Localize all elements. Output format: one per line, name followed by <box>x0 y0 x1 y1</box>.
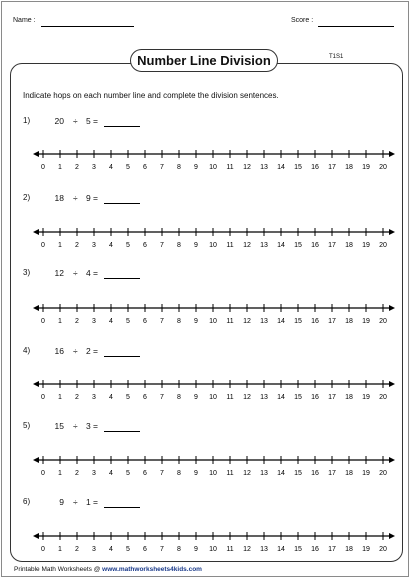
tick-label: 14 <box>277 470 285 477</box>
tick-label: 2 <box>75 242 79 249</box>
tick-label: 19 <box>362 164 370 171</box>
tick-label: 17 <box>328 470 336 477</box>
tick-label: 3 <box>92 318 96 325</box>
tick-label: 17 <box>328 394 336 401</box>
tick-label: 11 <box>226 470 234 477</box>
tick-label: 10 <box>209 470 217 477</box>
tick-label: 14 <box>277 318 285 325</box>
tick-label: 15 <box>294 470 302 477</box>
division-sign: ÷ <box>73 268 78 278</box>
tick-label: 16 <box>311 242 319 249</box>
number-line <box>0 530 412 554</box>
tick-label: 9 <box>194 318 198 325</box>
tick-label: 20 <box>379 394 387 401</box>
answer-blank[interactable] <box>104 507 140 508</box>
tick-label: 15 <box>294 394 302 401</box>
tick-label: 9 <box>194 546 198 553</box>
tick-label: 7 <box>160 470 164 477</box>
tick-label: 1 <box>58 394 62 401</box>
tick-label: 9 <box>194 394 198 401</box>
tick-label: 12 <box>243 318 251 325</box>
tick-label: 8 <box>177 394 181 401</box>
tick-label: 11 <box>226 242 234 249</box>
tick-label: 16 <box>311 546 319 553</box>
problem-number: 5) <box>23 421 31 430</box>
tick-label: 10 <box>209 546 217 553</box>
name-label: Name : <box>13 17 36 24</box>
division-sign: ÷ <box>73 497 78 507</box>
tick-label: 7 <box>160 318 164 325</box>
tick-label: 13 <box>260 164 268 171</box>
tick-label: 15 <box>294 164 302 171</box>
division-sign: ÷ <box>73 193 78 203</box>
tick-label: 13 <box>260 546 268 553</box>
tick-label: 3 <box>92 242 96 249</box>
tick-label: 12 <box>243 546 251 553</box>
problem-number: 4) <box>23 346 31 355</box>
tick-label: 8 <box>177 318 181 325</box>
tick-label: 18 <box>345 470 353 477</box>
left-arrow-icon <box>33 229 39 235</box>
left-arrow-icon <box>33 533 39 539</box>
tick-label: 19 <box>362 470 370 477</box>
equals-sign: = <box>93 193 98 203</box>
divisor: 1 <box>86 497 91 507</box>
tick-label: 19 <box>362 242 370 249</box>
answer-blank[interactable] <box>104 278 140 279</box>
left-arrow-icon <box>33 151 39 157</box>
tick-label: 12 <box>243 164 251 171</box>
left-arrow-icon <box>33 381 39 387</box>
number-line <box>0 148 412 172</box>
tick-label: 19 <box>362 394 370 401</box>
tick-label: 4 <box>109 546 113 553</box>
tick-label: 11 <box>226 164 234 171</box>
tick-label: 4 <box>109 242 113 249</box>
tick-label: 5 <box>126 546 130 553</box>
tick-label: 6 <box>143 546 147 553</box>
tick-label: 10 <box>209 318 217 325</box>
tick-label: 8 <box>177 546 181 553</box>
tick-label: 3 <box>92 546 96 553</box>
divisor: 9 <box>86 193 91 203</box>
tick-label: 20 <box>379 546 387 553</box>
number-line <box>0 454 412 478</box>
right-arrow-icon <box>389 305 395 311</box>
tick-label: 15 <box>294 242 302 249</box>
tick-label: 14 <box>277 242 285 249</box>
answer-blank[interactable] <box>104 126 140 127</box>
tick-label: 18 <box>345 318 353 325</box>
right-arrow-icon <box>389 457 395 463</box>
tick-label: 3 <box>92 394 96 401</box>
division-sign: ÷ <box>73 116 78 126</box>
tick-label: 18 <box>345 164 353 171</box>
tick-label: 1 <box>58 164 62 171</box>
dividend: 18 <box>54 193 64 203</box>
tick-label: 6 <box>143 242 147 249</box>
equals-sign: = <box>93 116 98 126</box>
number-line-svg <box>0 302 412 326</box>
number-line-svg <box>0 226 412 250</box>
tick-label: 8 <box>177 164 181 171</box>
tick-label: 18 <box>345 546 353 553</box>
right-arrow-icon <box>389 229 395 235</box>
divisor: 5 <box>86 116 91 126</box>
tick-label: 0 <box>41 318 45 325</box>
tick-label: 5 <box>126 470 130 477</box>
tick-label: 14 <box>277 164 285 171</box>
equals-sign: = <box>93 497 98 507</box>
tick-label: 8 <box>177 470 181 477</box>
divisor: 2 <box>86 346 91 356</box>
tick-label: 6 <box>143 470 147 477</box>
tick-label: 0 <box>41 164 45 171</box>
tick-label: 4 <box>109 318 113 325</box>
answer-blank[interactable] <box>104 431 140 432</box>
tick-label: 5 <box>126 394 130 401</box>
tick-label: 12 <box>243 470 251 477</box>
tick-label: 16 <box>311 470 319 477</box>
tick-label: 5 <box>126 318 130 325</box>
dividend: 12 <box>54 268 64 278</box>
tick-label: 1 <box>58 470 62 477</box>
tick-label: 8 <box>177 242 181 249</box>
tick-label: 14 <box>277 546 285 553</box>
tick-label: 11 <box>226 394 234 401</box>
tick-label: 11 <box>226 318 234 325</box>
tick-label: 2 <box>75 546 79 553</box>
tick-label: 2 <box>75 318 79 325</box>
left-arrow-icon <box>33 305 39 311</box>
tick-label: 7 <box>160 242 164 249</box>
footer <box>14 566 202 573</box>
tick-label: 1 <box>58 318 62 325</box>
score-field[interactable] <box>318 26 394 27</box>
tick-label: 19 <box>362 546 370 553</box>
score-label: Score : <box>291 17 314 24</box>
tick-label: 16 <box>311 164 319 171</box>
right-arrow-icon <box>389 381 395 387</box>
equals-sign: = <box>93 268 98 278</box>
instructions: Indicate hops on each number line and complete the division sentences. <box>23 91 279 100</box>
tick-label: 13 <box>260 470 268 477</box>
tick-label: 10 <box>209 242 217 249</box>
dividend: 20 <box>54 116 64 126</box>
tick-label: 9 <box>194 164 198 171</box>
tick-label: 9 <box>194 470 198 477</box>
division-sign: ÷ <box>73 346 78 356</box>
tick-label: 9 <box>194 242 198 249</box>
problem-number: 2) <box>23 193 31 202</box>
tick-label: 7 <box>160 164 164 171</box>
tick-label: 7 <box>160 546 164 553</box>
tick-label: 12 <box>243 242 251 249</box>
tick-label: 13 <box>260 394 268 401</box>
tick-label: 17 <box>328 164 336 171</box>
dividend: 15 <box>54 421 64 431</box>
name-field[interactable] <box>41 26 134 27</box>
dividend: 9 <box>59 497 64 507</box>
dividend: 16 <box>54 346 64 356</box>
tick-label: 4 <box>109 394 113 401</box>
tick-label: 20 <box>379 470 387 477</box>
divisor: 3 <box>86 421 91 431</box>
number-line-svg <box>0 148 412 172</box>
footer-prefix: Printable Math Worksheets @ <box>14 566 101 573</box>
tick-label: 20 <box>379 318 387 325</box>
tick-label: 0 <box>41 242 45 249</box>
tick-label: 0 <box>41 394 45 401</box>
problem-number: 6) <box>23 497 31 506</box>
tick-label: 5 <box>126 164 130 171</box>
tick-label: 3 <box>92 470 96 477</box>
tick-label: 3 <box>92 164 96 171</box>
right-arrow-icon <box>389 533 395 539</box>
tick-label: 0 <box>41 470 45 477</box>
right-arrow-icon <box>389 151 395 157</box>
number-line <box>0 378 412 402</box>
division-sign: ÷ <box>73 421 78 431</box>
tick-label: 10 <box>209 394 217 401</box>
divisor: 4 <box>86 268 91 278</box>
tick-label: 7 <box>160 394 164 401</box>
tick-label: 20 <box>379 164 387 171</box>
number-line-svg <box>0 454 412 478</box>
tick-label: 16 <box>311 394 319 401</box>
tick-label: 6 <box>143 164 147 171</box>
equals-sign: = <box>93 346 98 356</box>
tick-label: 14 <box>277 394 285 401</box>
tick-label: 18 <box>345 394 353 401</box>
tick-label: 2 <box>75 164 79 171</box>
tick-label: 10 <box>209 164 217 171</box>
tick-label: 11 <box>226 546 234 553</box>
tick-label: 17 <box>328 546 336 553</box>
tick-label: 12 <box>243 394 251 401</box>
tick-label: 6 <box>143 394 147 401</box>
number-line-svg <box>0 378 412 402</box>
tick-label: 1 <box>58 546 62 553</box>
number-line-svg <box>0 530 412 554</box>
left-arrow-icon <box>33 457 39 463</box>
worksheet-code: T1S1 <box>329 54 344 60</box>
tick-label: 4 <box>109 164 113 171</box>
tick-label: 20 <box>379 242 387 249</box>
tick-label: 16 <box>311 318 319 325</box>
tick-label: 4 <box>109 470 113 477</box>
problem-number: 1) <box>23 116 31 125</box>
tick-label: 6 <box>143 318 147 325</box>
tick-label: 0 <box>41 546 45 553</box>
tick-label: 13 <box>260 242 268 249</box>
tick-label: 15 <box>294 546 302 553</box>
equals-sign: = <box>93 421 98 431</box>
footer-url[interactable]: www.mathworksheets4kids.com <box>102 566 202 573</box>
tick-label: 2 <box>75 470 79 477</box>
tick-label: 5 <box>126 242 130 249</box>
tick-label: 13 <box>260 318 268 325</box>
worksheet-title: Number Line Division <box>130 49 278 72</box>
answer-blank[interactable] <box>104 203 140 204</box>
answer-blank[interactable] <box>104 356 140 357</box>
tick-label: 2 <box>75 394 79 401</box>
tick-label: 17 <box>328 318 336 325</box>
number-line <box>0 226 412 250</box>
tick-label: 18 <box>345 242 353 249</box>
tick-label: 15 <box>294 318 302 325</box>
number-line <box>0 302 412 326</box>
problem-number: 3) <box>23 268 31 277</box>
tick-label: 19 <box>362 318 370 325</box>
tick-label: 1 <box>58 242 62 249</box>
tick-label: 17 <box>328 242 336 249</box>
